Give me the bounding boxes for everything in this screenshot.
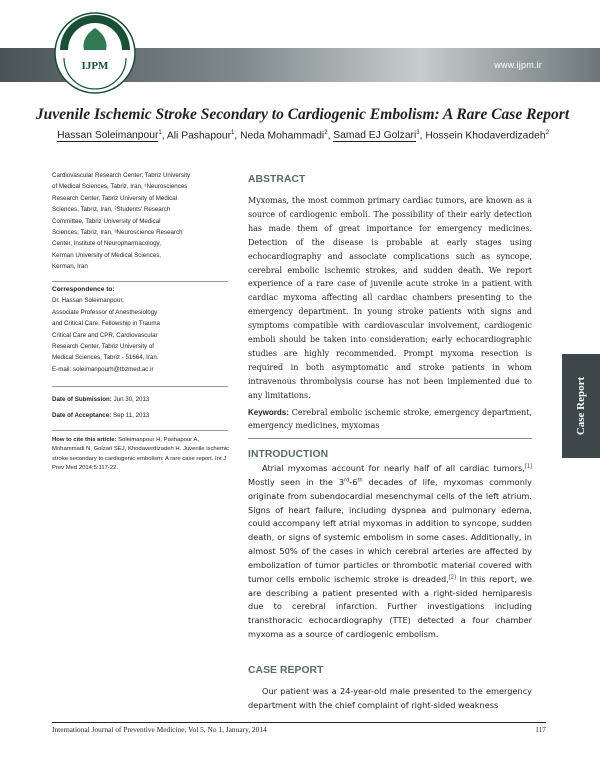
affiliation-line: Kerman University of Medical Sciences, bbox=[52, 251, 162, 259]
case-report-text bbox=[248, 685, 532, 713]
author-affiliation-number: 1 bbox=[231, 130, 235, 136]
logo-emblem-icon bbox=[52, 10, 138, 96]
sidebar-divider bbox=[52, 386, 228, 387]
affiliation-line: Sciences, Tabriz, Iran, ²Students' Research bbox=[52, 206, 171, 214]
correspondence-heading: Correspondence to: bbox=[52, 286, 115, 293]
abstract-heading: ABSTRACT bbox=[248, 174, 306, 185]
intro-text-run: decades of life, myxomas commonly originate from subendocardial mesenchymal cells of the left atrium. Signs of heart failure, including dyspnea and pulmonary edema, could accompany left atrial myxomas in addition to syncope, sudden death, or signs of systemic embolism in some cases. Additionally, in almost 50% of the cases in which cerebral arteries are affected by embolization of tumor particles or thrombotic material covered with tumor cells embolic ischemic stroke is dreaded, bbox=[248, 476, 532, 584]
case-report-paragraph: Our patient was a 24-year-old male presented to the emergency department with the chief complaint of right-sided weakness bbox=[248, 686, 532, 710]
case-report-heading: CASE REPORT bbox=[248, 665, 324, 676]
submission-value: Jun 30, 2013 bbox=[113, 396, 150, 403]
affiliation-line: Cardiovascular Research Center, Tabriz University bbox=[52, 172, 191, 179]
affiliation-line: Sciences, Tabriz, Iran, ³Neuroscience Research bbox=[52, 229, 183, 237]
intro-text-run: Atrial myxomas account for nearly half of all cardiac tumors, bbox=[262, 463, 525, 473]
page-footer bbox=[52, 725, 546, 734]
correspondence-line: Associate Professor of Anesthesiology bbox=[52, 308, 158, 316]
page-number: 117 bbox=[535, 725, 546, 734]
correspondence bbox=[52, 284, 232, 375]
journal-citation: International Journal of Preventive Medicine, Vol 5, No 1, January, 2014 bbox=[52, 725, 267, 734]
affiliation-line: Research Center, Tabriz University of Medical bbox=[52, 194, 178, 202]
journal-url[interactable]: www.ijpm.ir bbox=[494, 60, 542, 70]
author-name[interactable]: Hassan Soleimanpour bbox=[57, 130, 159, 142]
keywords bbox=[248, 406, 532, 433]
keywords-text: Cerebral embolic ischemic stroke, emergency department, emergency medicines, myxomas bbox=[248, 408, 533, 431]
affiliations bbox=[52, 170, 232, 273]
article-title: Juvenile Ischemic Stroke Secondary to Cardiogenic Embolism: A Rare Case Report bbox=[35, 106, 570, 123]
citation-link[interactable]: [2] bbox=[448, 574, 456, 581]
submission-date bbox=[52, 392, 232, 408]
abstract-text: Myxomas, the most common primary cardiac tumors, are known as a source of cardiogenic emboli. The possibility of their early detection has made them of great importance for emergency medicines. Detection of the disease is probable at early stages using echocardiography and associate complications such as syncope, cerebral embolic ischemic strokes, and sudden death. We report experience of a rare case of juvenile acute stroke in a patient with cardiac myxoma affecting all cardiac chambers presenting to the emergency department. In young stroke patients with signs and symptoms compatible with cardiovascular involvement, cardiogenic emboli should be taken into consideration; early echocardiographic studies are highly recommended. Prompt myxoma resection is required in both asymptomatic and stroke patients in whom intravenous thrombolysis course has not been implemented due to any limitations. bbox=[248, 196, 532, 400]
introduction-text bbox=[248, 462, 532, 642]
journal-logo bbox=[52, 10, 138, 96]
section-divider bbox=[248, 438, 532, 439]
correspondence-line: Dr. Hassan Soleimanpour, bbox=[52, 297, 124, 305]
citation-link[interactable]: [1] bbox=[524, 463, 532, 470]
acceptance-label: Date of Acceptance: bbox=[52, 412, 112, 419]
article-type-label: Case Report bbox=[575, 376, 587, 436]
correspondence-email[interactable]: E-mail: soleimanpourh@tbzmed.ac.ir bbox=[52, 365, 154, 373]
affiliation-line: of Medical Sciences, Tabriz, Iran, ¹Neurosciences bbox=[52, 183, 188, 191]
author-affiliation-number: 2 bbox=[324, 130, 328, 136]
how-to-cite bbox=[52, 436, 232, 474]
logo-text: IJPM bbox=[81, 60, 109, 72]
intro-text-run: -6 bbox=[349, 476, 358, 487]
author-name[interactable]: Samad EJ Golzari bbox=[333, 130, 417, 142]
article-dates bbox=[52, 392, 232, 424]
author-name: Neda Mohammadi bbox=[240, 130, 325, 142]
correspondence-line: Critical Care and CPR, Cardiovascular bbox=[52, 331, 158, 339]
keywords-label: Keywords: bbox=[248, 408, 289, 417]
correspondence-line: Medical Sciences, Tabriz - 51664, Iran. bbox=[52, 354, 159, 362]
cite-text: Soleimanpour H, Pashapour A, Mohammadi N, Golzari SEJ, Khodaverdizadeh H. Juvenile ischemic stroke secondary to cardiogenic embolism: A rare case report. Int J Prev Med 2014;5:117-22. bbox=[52, 437, 230, 472]
sidebar-divider bbox=[52, 281, 228, 282]
author-list: Hassan Soleimanpour$^1$, Ali Pashapour$^1$, Neda Mohammadi$^2$, Samad EJ Golzari$^3$, Hossein Khodaverdizadeh$^2$ bbox=[57, 130, 549, 142]
acceptance-value: Sep 11, 2013 bbox=[113, 412, 150, 419]
cite-label: How to cite this article: bbox=[52, 437, 117, 443]
article-type-tab bbox=[562, 354, 600, 458]
correspondence-line: Research Center, Tabriz University of bbox=[52, 343, 155, 351]
author-name: Hossein Khodaverdizadeh bbox=[425, 130, 546, 142]
sidebar-divider bbox=[52, 430, 228, 431]
affiliation-line: Kerman, Iran bbox=[52, 263, 88, 271]
intro-text-run: Mostly seen in the 3 bbox=[248, 476, 345, 487]
intro-text-run: In this report, we are describing a patient presented with a right-sided hemiparesis due to cerebral infarction. Further investigations including transthoracic echocardiography (TTE) detected a four chamber myxoma as a source of cardiogenic embolism. bbox=[248, 573, 533, 640]
author-affiliation-number: 2 bbox=[545, 130, 549, 136]
footer-divider bbox=[52, 722, 546, 723]
affiliation-line: Center, Institute of Neuropharmacology, bbox=[52, 240, 161, 248]
ordinal-superscript: th bbox=[357, 477, 363, 484]
affiliation-line: Committee, Tabriz University of Medical bbox=[52, 217, 161, 225]
author-affiliation-number: 1 bbox=[158, 130, 162, 136]
submission-label: Date of Submission: bbox=[52, 396, 112, 403]
author-affiliation-number: 3 bbox=[416, 130, 420, 136]
correspondence-line: and Critical Care, Fellowship in Trauma bbox=[52, 320, 160, 328]
ordinal-superscript: rd bbox=[344, 477, 350, 484]
author-name: Ali Pashapour bbox=[166, 130, 231, 142]
acceptance-date bbox=[52, 408, 232, 424]
introduction-heading: INTRODUCTION bbox=[248, 449, 329, 460]
